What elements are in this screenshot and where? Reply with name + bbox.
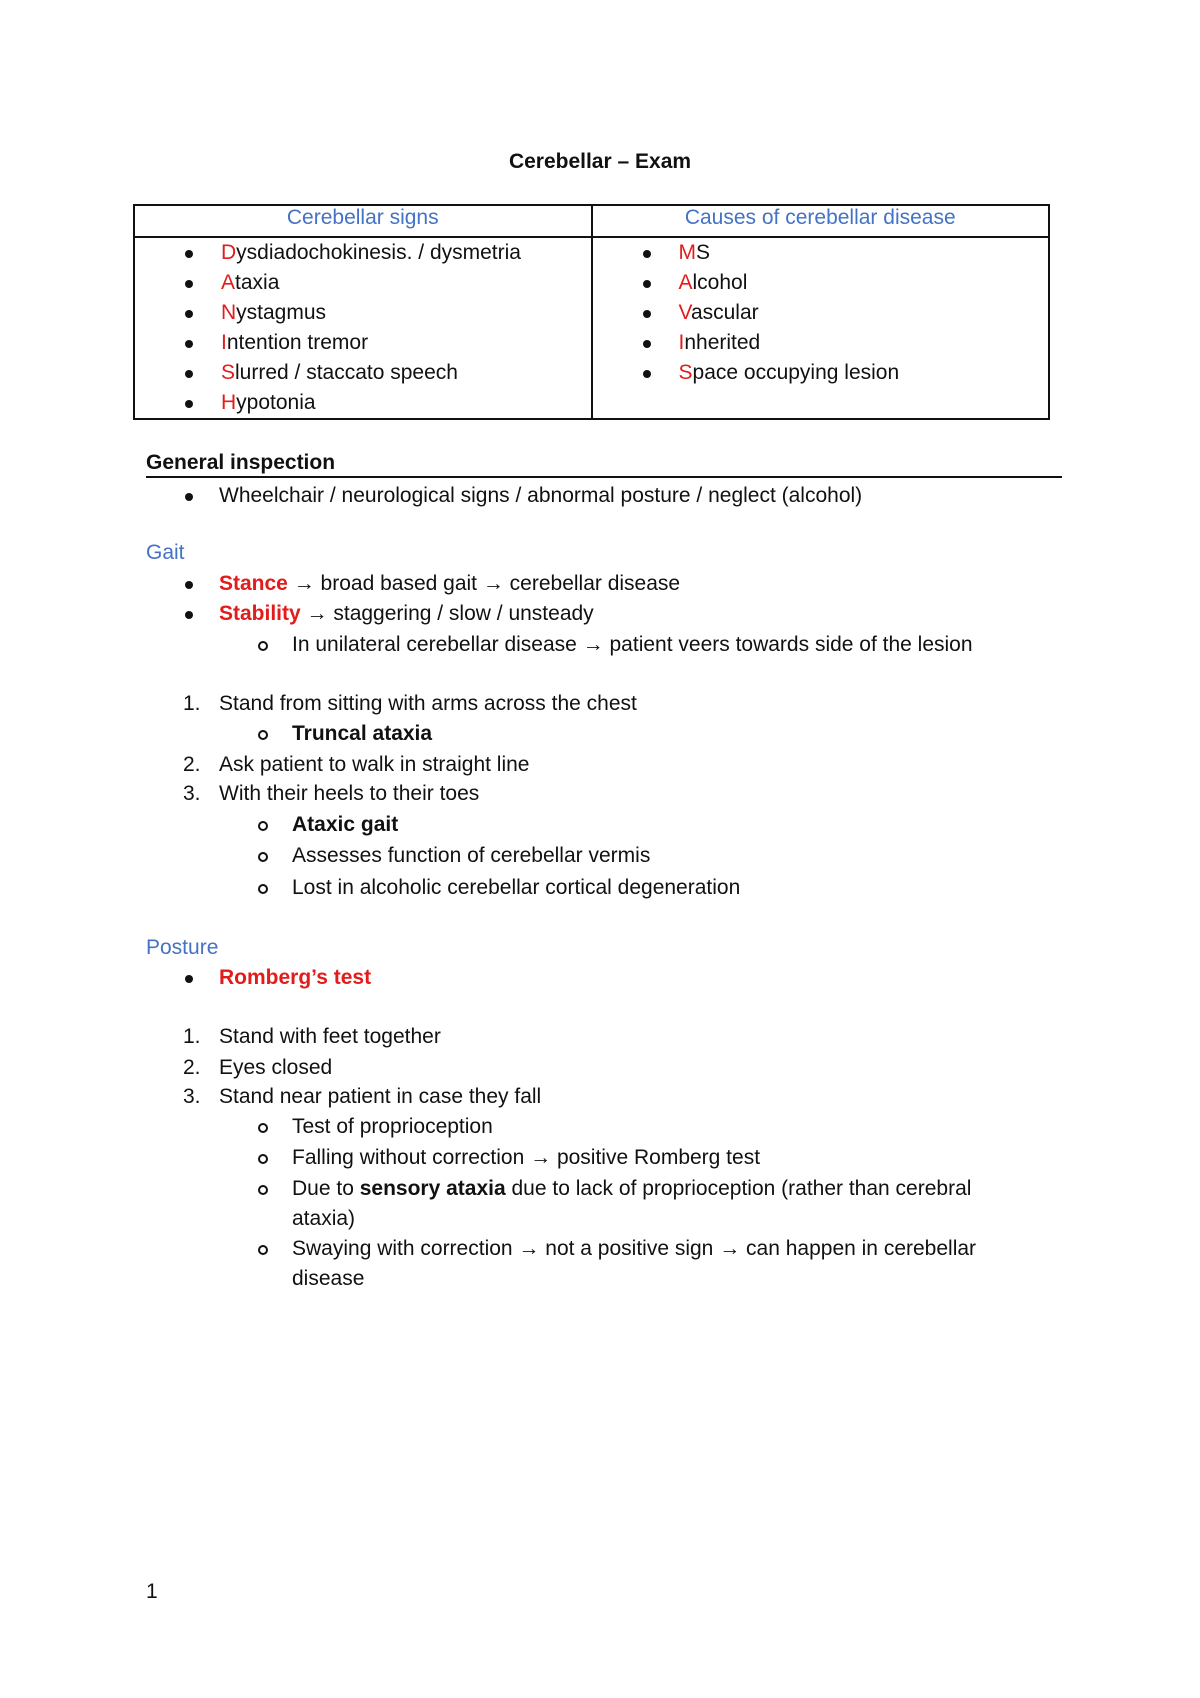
causes-cell [592,237,1050,419]
romberg-item: Romberg’s test [219,963,371,993]
sign-item: Dysdiadochokinesis. / dysmetria [135,238,591,268]
signs-causes-table [133,204,1050,420]
cause-item: Space occupying lesion [593,358,1049,388]
posture-heading: Posture [146,936,219,959]
gait-heading: Gait [146,541,185,564]
ataxic-gait-item: Ataxic gait [292,810,398,840]
signs-header: Cerebellar signs [134,205,592,237]
page-number: 1 [146,1580,158,1603]
sign-item: Hypotonia [135,388,591,418]
posture-step-3: 3. Stand near patient in case they fall [183,1085,542,1108]
sign-item: Intention tremor [135,328,591,358]
sign-item: Ataxia [135,268,591,298]
unilateral-item: In unilateral cerebellar disease → patient veers towards side of the lesion [292,630,973,660]
sensory-ataxia-item: Due to sensory ataxia due to lack of proprioception (rather than cerebral [292,1174,971,1204]
alcoholic-degeneration-item: Lost in alcoholic cerebellar cortical degeneration [292,873,740,903]
posture-step-2: 2. Eyes closed [183,1056,333,1079]
general-inspection-item: Wheelchair / neurological signs / abnormal posture / neglect (alcohol) [219,481,862,511]
swaying-item: Swaying with correction → not a positive sign → can happen in cerebellar [292,1234,976,1264]
proprioception-item: Test of proprioception [292,1112,493,1142]
signs-cell [134,237,592,419]
truncal-ataxia-item: Truncal ataxia [292,719,432,749]
section-divider [146,476,1062,478]
stance-item: Stance → broad based gait → cerebellar disease [219,569,680,599]
cause-item: Inherited [593,328,1049,358]
cause-item: Vascular [593,298,1049,328]
gait-step-3: 3. With their heels to their toes [183,782,480,805]
sensory-ataxia-continuation: ataxia) [292,1207,356,1230]
posture-step-1: 1. Stand with feet together [183,1025,441,1048]
causes-header: Causes of cerebellar disease [592,205,1050,237]
page-title: Cerebellar – Exam [508,150,692,173]
cause-item: Alcohol [593,268,1049,298]
swaying-continuation: disease [292,1267,365,1290]
falling-item: Falling without correction → positive Romberg test [292,1143,760,1173]
stability-item: Stability → staggering / slow / unsteady [219,599,594,629]
sign-item: Nystagmus [135,298,591,328]
vermis-item: Assesses function of cerebellar vermis [292,841,650,871]
general-inspection-heading: General inspection [146,451,336,474]
gait-step-1: 1. Stand from sitting with arms across the chest [183,692,637,715]
gait-step-2: 2. Ask patient to walk in straight line [183,753,530,776]
sign-item: Slurred / staccato speech [135,358,591,388]
cause-item: MS [593,238,1049,268]
